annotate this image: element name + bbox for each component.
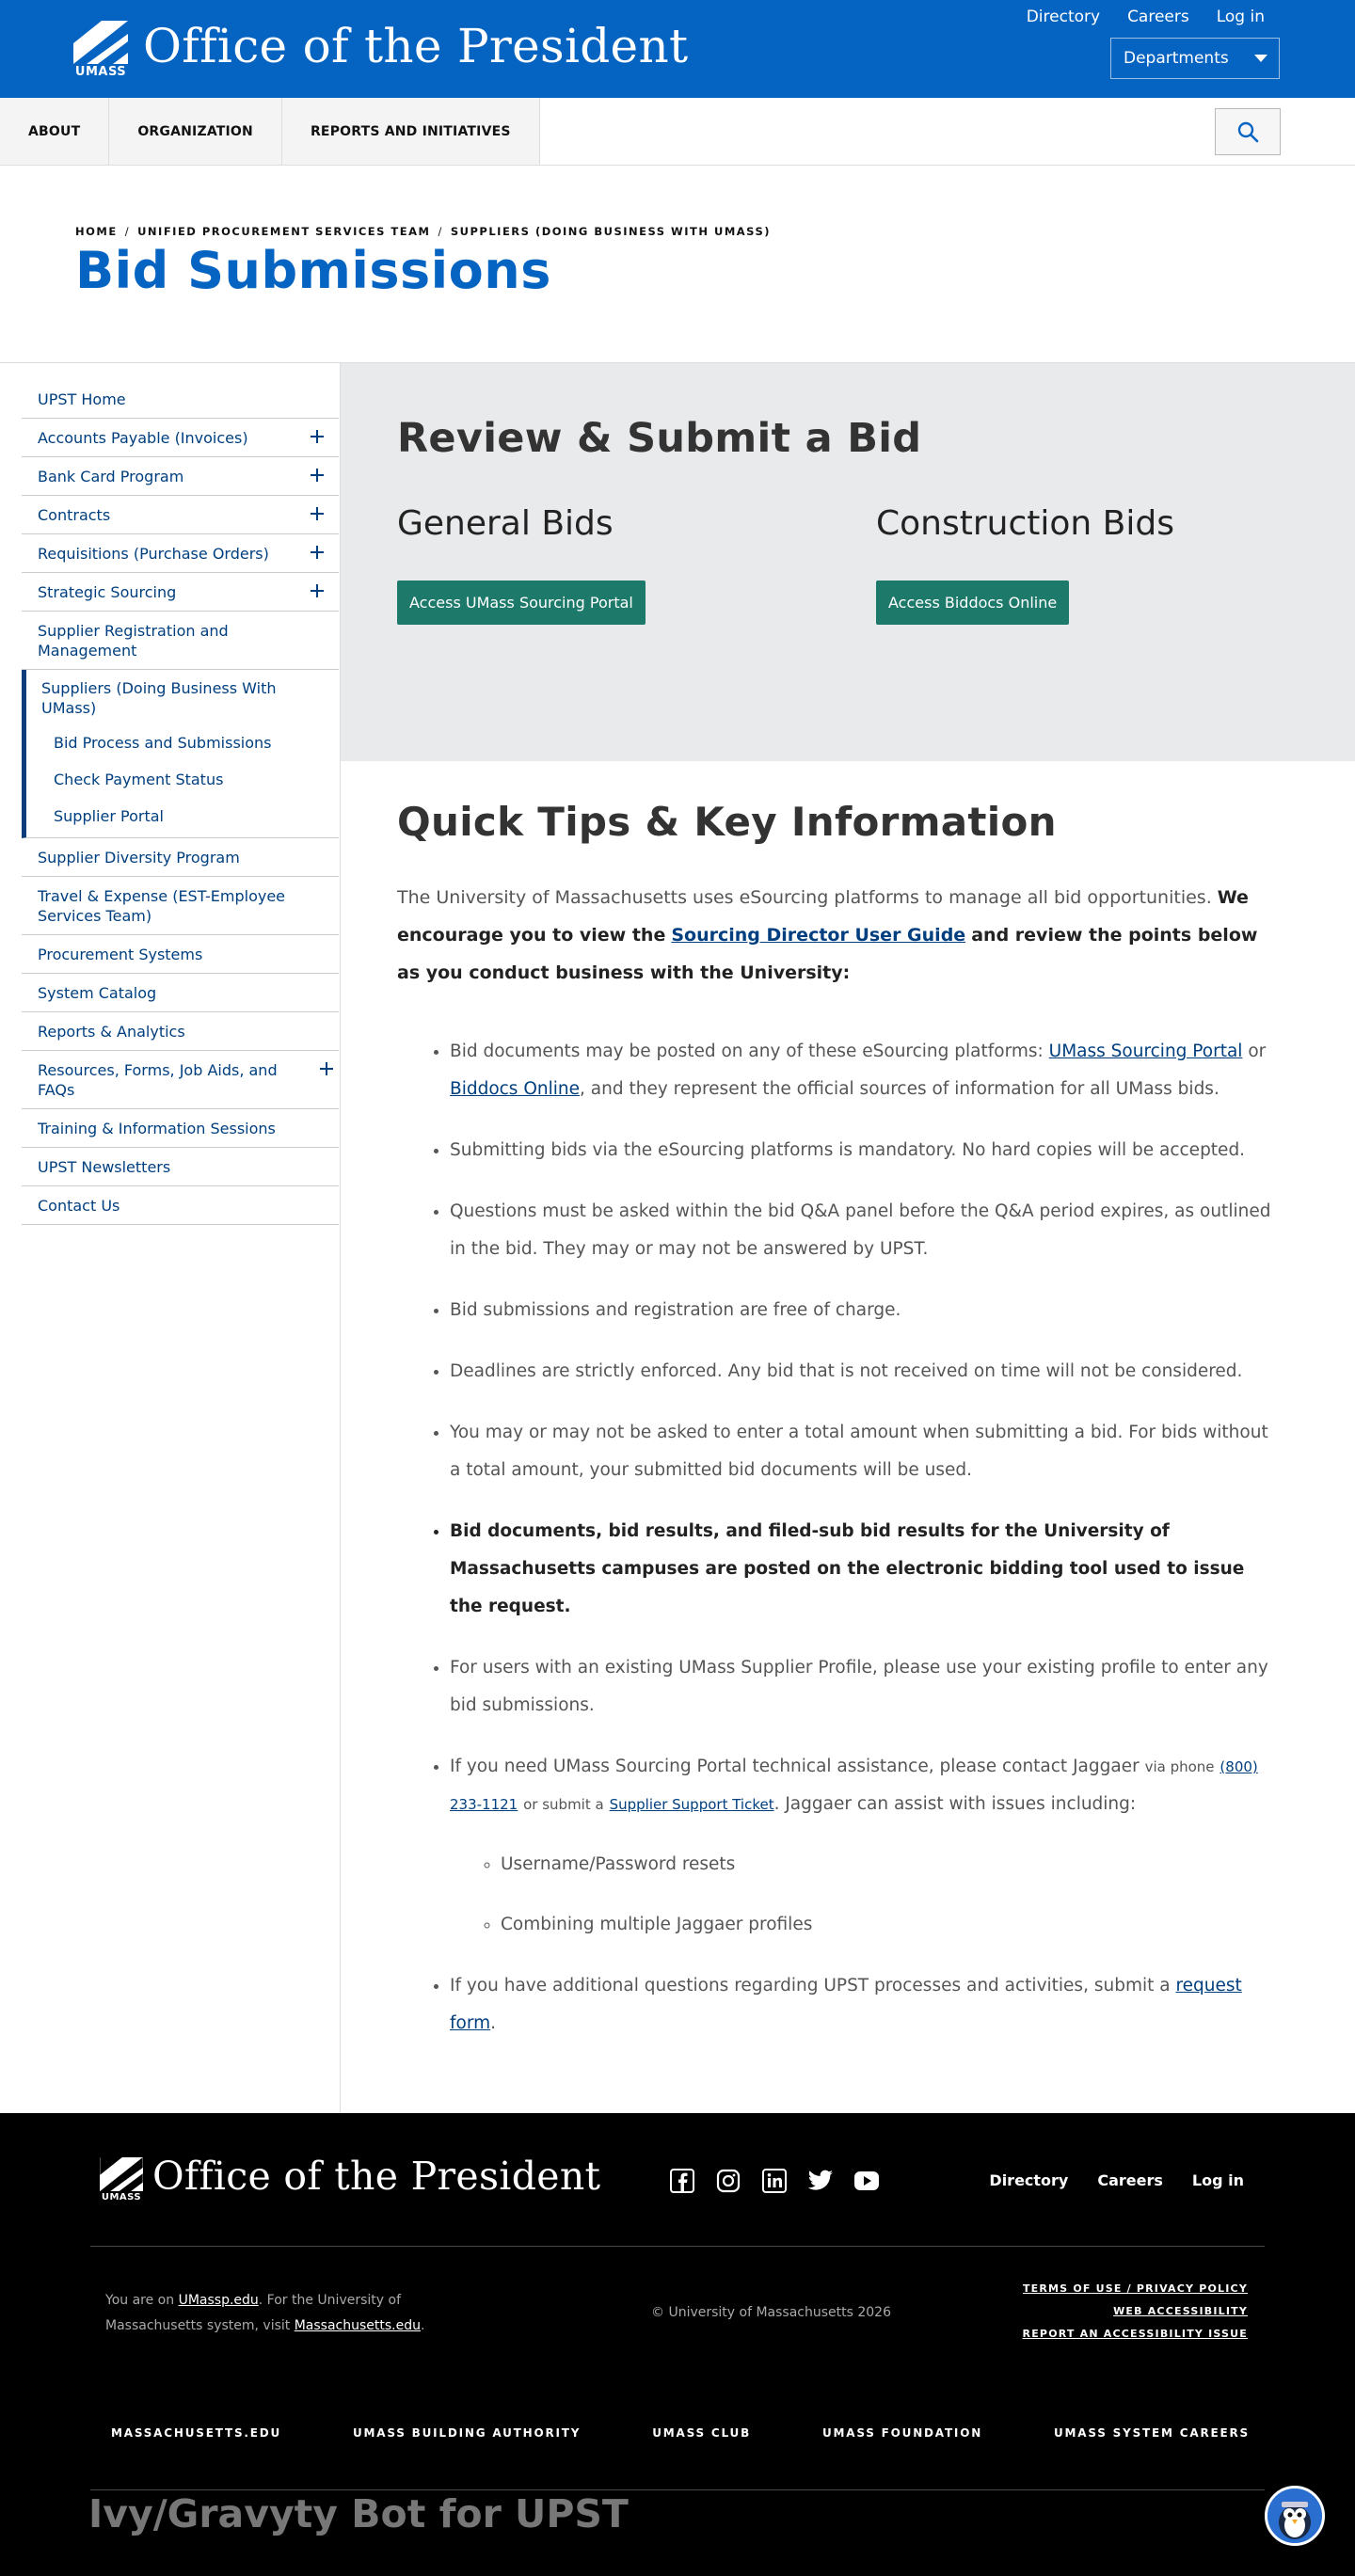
sidebar-item-strategic-sourcing[interactable]: Strategic Sourcing (22, 573, 339, 612)
departments-dropdown[interactable] (1110, 38, 1280, 79)
quick-tips-section (341, 761, 1355, 2113)
terms-privacy-link[interactable]: TERMS OF USE / PRIVACY POLICY (1022, 2282, 1248, 2295)
utility-link-careers[interactable]: Careers (1127, 8, 1189, 26)
sidebar-item-supplier-diversity[interactable]: Supplier Diversity Program (22, 838, 339, 877)
utility-link-directory[interactable]: Directory (1026, 8, 1101, 26)
sourcing-portal-link[interactable]: UMass Sourcing Portal (1048, 1042, 1243, 1061)
massachusetts-edu-link[interactable]: Massachusetts.edu (294, 2318, 421, 2333)
breadcrumb: HOME / UNIFIED PROCUREMENT SERVICES TEAM / SUPPLIERS (DOING BUSINESS WITH UMASS) (75, 225, 771, 238)
footer-link-careers[interactable]: Careers (1097, 2171, 1163, 2189)
support-ticket-link[interactable]: Supplier Support Ticket (609, 1796, 774, 1813)
phone-link[interactable]: (800) 233-1121 (450, 1758, 1258, 1813)
expand-plus-icon[interactable] (320, 1062, 333, 1075)
sidebar-subitem-supplier-portal[interactable]: Supplier Portal (54, 807, 164, 825)
utility-link-login[interactable]: Log in (1216, 8, 1265, 26)
sidebar-item-resources[interactable]: Resources, Forms, Job Aids, and FAQs (22, 1051, 339, 1109)
list-item: ◦ Combining multiple Jaggaer profiles (501, 1906, 1280, 1944)
tips-list (397, 1033, 1280, 2043)
footer-site-note: You are on UMassp.edu. For the University of Massachusetts system, visit Massachusetts.edu. (105, 2293, 425, 2333)
instagram-icon[interactable] (713, 2166, 743, 2196)
nav-item-organization[interactable]: ORGANIZATION (109, 98, 282, 165)
footer-utility-nav (989, 2171, 1244, 2189)
list-item: • Bid submissions and registration are free of charge. (450, 1292, 1280, 1329)
list-item: • Submitting bids via the eSourcing platforms is mandatory. No hard copies will be accepted. (450, 1132, 1280, 1169)
expand-plus-icon[interactable] (311, 469, 324, 482)
sidebar-item-upst-home[interactable]: UPST Home (22, 380, 339, 419)
footer-brand[interactable] (100, 2154, 601, 2214)
link-umass-foundation[interactable]: UMASS FOUNDATION (821, 2426, 983, 2440)
umassp-link[interactable]: UMassp.edu (178, 2293, 259, 2308)
brand-logo[interactable] (73, 21, 688, 77)
linkedin-icon[interactable] (759, 2166, 789, 2196)
sidebar-item-bank-card[interactable]: Bank Card Program (22, 457, 339, 496)
link-umass-club[interactable]: UMASS CLUB (652, 2426, 752, 2440)
list-item: • Questions must be asked within the bid Q&A panel before the Q&A period expires, as outlined in the bid. They may or may not be answered by UPST. (450, 1193, 1280, 1268)
sidebar-item-procurement-systems[interactable]: Procurement Systems (22, 935, 339, 974)
sidebar-item-newsletters[interactable]: UPST Newsletters (22, 1148, 339, 1186)
umass-logo-icon (73, 21, 128, 77)
penguin-avatar-icon (1267, 2489, 1322, 2543)
departments-label: Departments (1124, 49, 1229, 68)
sidebar-item-contact[interactable]: Contact Us (22, 1186, 339, 1225)
page-body (0, 363, 1355, 2113)
sidebar (0, 363, 341, 2113)
page-header (0, 166, 1355, 363)
logo-wordmark: UMASS (101, 2192, 142, 2202)
user-guide-link[interactable]: Sourcing Director User Guide (671, 925, 966, 946)
list-item: • Bid documents, bid results, and filed-sub bid results for the University of Massachusetts campuses are posted on the electronic bidding tool used to issue the request. (450, 1513, 1280, 1626)
expand-plus-icon[interactable] (311, 430, 324, 443)
footer-link-login[interactable]: Log in (1191, 2171, 1244, 2189)
search-icon (1236, 120, 1259, 143)
sidebar-subitem-check-payment[interactable]: Check Payment Status (54, 771, 224, 788)
nav-item-about[interactable]: ABOUT (0, 98, 109, 165)
legal-links (1023, 2278, 1248, 2345)
footer-divider-bottom (90, 2489, 1265, 2490)
list-item: • Deadlines are strictly enforced. Any bid that is not received on time will not be considered. (450, 1353, 1280, 1391)
construction-bids-heading: Construction Bids (876, 504, 1174, 543)
search-button[interactable] (1215, 108, 1281, 155)
list-item: • If you need UMass Sourcing Portal technical assistance, please contact Jaggaer via phone (800) 233-1121 or submit a Supplier Support Ticket. Jaggaer can assist with issues including: ◦ Username/Password resets ◦ Combining multiple Jaggaer profiles (450, 1748, 1280, 1944)
nav-item-reports[interactable]: REPORTS AND INITIATIVES (282, 98, 540, 165)
main-content (341, 363, 1355, 2113)
youtube-icon[interactable] (852, 2166, 882, 2196)
list-item: • For users with an existing UMass Supplier Profile, please use your existing profile to enter any bid submissions. (450, 1649, 1280, 1725)
list-item: • Bid documents may be posted on any of these eSourcing platforms: UMass Sourcing Portal or Biddocs Online, and they represent the official sources of information for all UMass bids. (450, 1033, 1280, 1108)
footer-title: Office of the President (152, 2154, 601, 2199)
expand-plus-icon[interactable] (311, 546, 324, 559)
biddocs-link[interactable]: Biddocs Online (450, 1079, 581, 1099)
request-form-link[interactable]: request form (450, 1976, 1242, 2033)
construction-bids-column (876, 504, 1174, 625)
list-item: ◦ Username/Password resets (501, 1846, 1280, 1884)
sidebar-item-requisitions[interactable]: Requisitions (Purchase Orders) (22, 534, 339, 573)
footer-bottom-links (111, 2426, 1250, 2440)
report-accessibility-link[interactable]: REPORT AN ACCESSIBILITY ISSUE (1022, 2328, 1248, 2340)
intro-paragraph: The University of Massachusetts uses eSourcing platforms to manage all bid opportunities. We encourage you to view the Sourcing Director User Guide and review the points below as you conduct business with the University: (397, 887, 1258, 983)
link-massachusetts-edu[interactable]: MASSACHUSETTS.EDU (111, 2426, 282, 2440)
sidebar-item-suppliers[interactable]: Suppliers (Doing Business With UMass) (41, 679, 277, 717)
breadcrumb-upst[interactable]: UNIFIED PROCUREMENT SERVICES TEAM (137, 225, 431, 238)
sidebar-item-accounts-payable[interactable]: Accounts Payable (Invoices) (22, 419, 339, 457)
sidebar-item-supplier-registration[interactable]: Supplier Registration and Management (22, 612, 339, 670)
logo-wordmark: UMASS (74, 65, 127, 79)
general-bids-column (397, 504, 646, 625)
jaggaer-issues-list (450, 1846, 1280, 1944)
list-item: • If you have additional questions regarding UPST processes and activities, submit a request form. (450, 1967, 1280, 2043)
expand-plus-icon[interactable] (311, 584, 324, 597)
chatbot-launcher-button[interactable] (1265, 2486, 1325, 2546)
site-title: Office of the President (143, 19, 689, 73)
link-building-authority[interactable]: UMASS BUILDING AUTHORITY (352, 2426, 582, 2440)
sidebar-item-system-catalog[interactable]: System Catalog (22, 974, 339, 1012)
sidebar-nav (22, 380, 339, 1225)
footer-divider (90, 2246, 1265, 2247)
twitter-icon[interactable] (805, 2166, 836, 2196)
list-item: • You may or may not be asked to enter a total amount when submitting a bid. For bids without a total amount, your submitted bid documents will be used. (450, 1414, 1280, 1489)
sidebar-item-contracts[interactable]: Contracts (22, 496, 339, 534)
sidebar-active-group (22, 670, 339, 838)
breadcrumb-home[interactable]: HOME (75, 225, 118, 238)
sidebar-subitem-bid-process[interactable]: Bid Process and Submissions (54, 734, 272, 752)
web-accessibility-link[interactable]: WEB ACCESSIBILITY (1113, 2305, 1248, 2317)
general-bids-heading: General Bids (397, 504, 614, 543)
copyright: © University of Massachusetts 2026 (651, 2305, 891, 2320)
breadcrumb-suppliers[interactable]: SUPPLIERS (DOING BUSINESS WITH UMASS) (450, 225, 771, 238)
main-nav (0, 98, 1355, 166)
biddocs-button[interactable]: Access Biddocs Online (876, 580, 1069, 625)
facebook-icon[interactable] (667, 2166, 697, 2196)
sidebar-item-travel-expense[interactable]: Travel & Expense (EST-Employee Services Team) (22, 877, 339, 935)
page-title: Bid Submissions (75, 241, 551, 300)
footer-link-directory[interactable]: Directory (989, 2171, 1069, 2189)
submit-bid-heading: Review & Submit a Bid (397, 415, 922, 462)
link-system-careers[interactable]: UMASS SYSTEM CAREERS (1053, 2426, 1250, 2440)
top-bar (0, 0, 1355, 98)
utility-nav (1027, 8, 1265, 26)
site-header (0, 0, 1355, 166)
social-links (667, 2166, 882, 2196)
expand-plus-icon[interactable] (311, 507, 324, 520)
sidebar-item-training[interactable]: Training & Information Sessions (22, 1109, 339, 1148)
submit-bid-panel (341, 363, 1355, 761)
sourcing-portal-button[interactable]: Access UMass Sourcing Portal (397, 580, 646, 625)
umass-logo-icon (100, 2157, 143, 2214)
chevron-down-icon (1254, 55, 1267, 62)
sidebar-item-reports-analytics[interactable]: Reports & Analytics (22, 1012, 339, 1051)
quick-tips-heading: Quick Tips & Key Information (397, 799, 1057, 845)
site-footer (0, 2113, 1355, 2576)
chatbot-label: Ivy/Gravyty Bot for UPST (88, 2491, 629, 2536)
